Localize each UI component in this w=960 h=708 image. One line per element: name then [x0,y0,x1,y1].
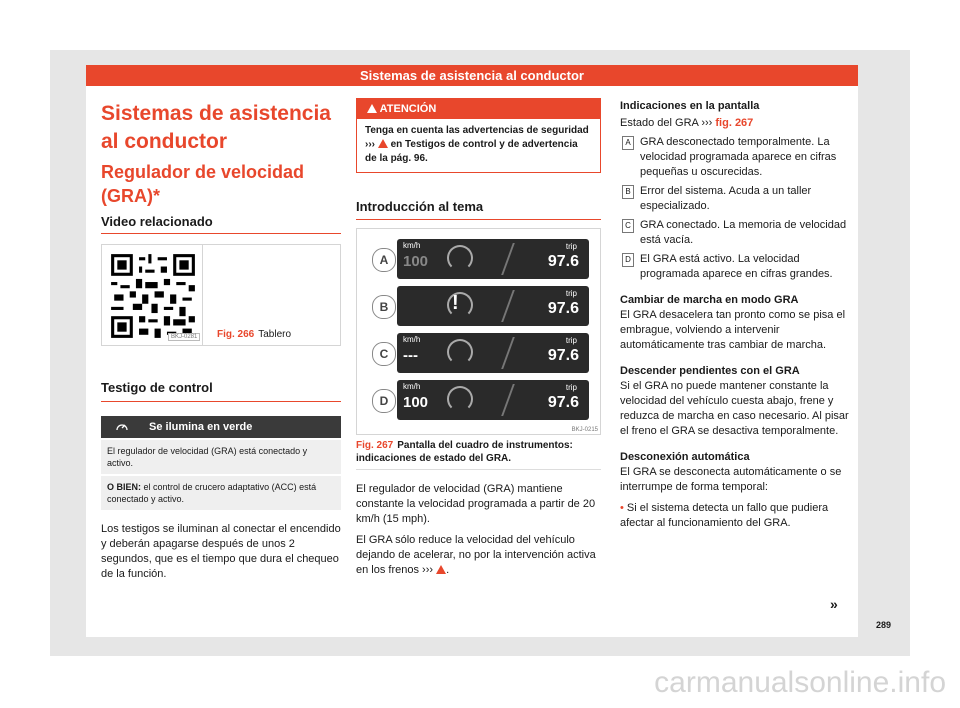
status-line [620,116,860,131]
lamp-row-text: el control de crucero adaptativo (ACC) está conectado y activo. [107,482,317,504]
cruise-gauge-icon [447,245,473,271]
bullet-item [620,501,860,531]
instrument-cluster [397,286,589,326]
lamp-table [101,416,341,510]
cluster-label: D [372,389,396,413]
warning-box [356,98,601,173]
watermark: carmanualsonline.info [654,666,946,699]
status-item [620,135,860,180]
column-2 [356,90,601,578]
paragraph: El GRA se desconecta automáticamente o se interrumpe de forma temporal: [620,466,842,493]
instrument-cluster [397,239,589,279]
lamp-header-label: Se ilumina en verde [149,421,253,433]
gear-heading: Cambiar de marcha en modo GRA [620,294,799,306]
instrument-cluster [397,380,589,420]
item-text: GRA desconectado temporalmente. La velocidad programada aparece en cifras pequeñas u oscurecidas. [640,136,837,178]
column-1 [101,90,341,582]
trip-value: 97.6 [547,300,579,317]
trip-label: trip [565,289,577,298]
trip-label: trip [565,383,577,392]
figure-caption-text: Pantalla del cuadro de instrumentos: indicaciones de estado del GRA. [356,440,573,464]
cluster-speed: 100 [403,253,429,270]
lamp-row-prefix: O BIEN: [107,482,142,492]
status-item [620,218,860,248]
display-heading: Indicaciones en la pantalla [620,100,760,112]
column-3 [620,90,860,531]
figure-caption-text: Tablero [258,329,292,340]
paragraph: Los testigos se iluminan al conectar el encendido y deberán apagarse después de unos 2 segundos, que es el tiempo que dura el chequeo de la función. [101,523,341,580]
item-letter: B [622,185,634,199]
cluster-unit: km/h [403,335,421,344]
lamp-table-header [101,416,341,438]
slope-heading: Descender pendientes con el GRA [620,365,800,377]
cluster-speed: --- [403,347,418,364]
cluster-unit: km/h [403,382,421,391]
figure-divider [202,245,203,345]
warning-label: ATENCIÓN [379,103,437,115]
figure-link[interactable]: fig. 267 [715,117,754,129]
warning-text-b: en Testigos de control y de advertencia de la pág. 96. [365,139,578,164]
figure-number: Fig. 266 [217,329,255,340]
trip-value: 97.6 [547,394,579,411]
item-letter: D [622,253,634,267]
paragraph-text: El GRA sólo reduce la velocidad del vehículo dejando de acelerar, no por la intervención activa en los frenos ››› [356,534,596,576]
paragraph: El GRA desacelera tan pronto como se pisa el embrague, volviendo a intervenir automáticamente tras cambiar de marcha. [620,309,846,351]
lamp-heading: Testigo de control [101,380,341,402]
section-title: Regulador de velocidad (GRA)* [101,162,305,206]
trip-value: 97.6 [547,347,579,364]
cluster-unit: km/h [403,241,421,250]
cluster-divider [501,337,515,369]
continue-icon: » [830,596,838,612]
figure-caption [217,329,291,340]
warning-triangle-icon [367,104,377,113]
cluster-divider [501,290,515,322]
paragraph: El GRA sólo reduce la velocidad del vehículo dejando de acelerar, no por la intervención activa en los frenos ››› . [356,534,596,576]
cluster-divider [501,243,515,275]
running-header: Sistemas de asistencia al conductor [86,65,858,86]
video-heading: Video relacionado [101,214,341,234]
trip-label: trip [565,242,577,251]
lamp-row: El regulador de velocidad (GRA) está conectado y activo. [101,440,341,474]
status-text: Estado del GRA ››› [620,117,713,129]
warning-text-a: Tenga en cuenta las advertencias de seguridad ››› [365,125,589,150]
warning-triangle-icon[interactable] [378,139,388,148]
status-item [620,184,860,214]
warning-text [357,119,600,172]
instrument-cluster [397,333,589,373]
figure-caption [356,439,601,470]
paragraph: Si el GRA no puede mantener constante la velocidad del vehículo cuesta abajo, frene y reduzca de marcha en caso necesario. Al pisar el freno el GRA se desactiva temporalmente. [620,380,849,437]
status-item [620,252,860,282]
cluster-label: C [372,342,396,366]
bullet-icon: • [620,502,624,514]
figure-267 [356,228,601,435]
cluster-label: A [372,248,396,272]
error-indicator: ! [452,292,459,314]
figure-code: BKJ-0281 [168,333,200,341]
item-text: El GRA está activo. La velocidad programada aparece en cifras grandes. [640,253,833,280]
trip-label: trip [565,336,577,345]
cruise-gauge-icon [447,339,473,365]
trip-value: 97.6 [547,253,579,270]
cruise-gauge-icon [447,386,473,412]
figure-code: BKJ-0215 [571,427,598,433]
figure-number: Fig. 267 [356,440,394,451]
item-letter: A [622,136,634,150]
lamp-row [101,476,341,510]
bullet-text: Si el sistema detecta un fallo que pudiera afectar al funcionamiento del GRA. [620,502,829,529]
auto-heading: Desconexión automática [620,451,750,463]
intro-heading: Introducción al tema [356,199,601,220]
figure-266 [101,244,341,346]
item-text: GRA conectado. La memoria de velocidad está vacía. [640,219,847,246]
item-letter: C [622,219,634,233]
page-title: Sistemas de asistencia al conductor [101,102,331,153]
cluster-label: B [372,295,396,319]
item-text: Error del sistema. Acuda a un taller especializado. [640,185,812,212]
cluster-speed: 100 [403,394,429,411]
warning-header [357,99,600,119]
paragraph: El regulador de velocidad (GRA) mantiene constante la velocidad programada a partir de 20 km/h (15 mph). [356,483,596,525]
cluster-divider [501,384,515,416]
warning-triangle-icon[interactable] [436,565,446,574]
page-number: 289 [876,620,892,630]
speedometer-icon [115,420,129,434]
qr-code-icon[interactable] [108,251,198,341]
cruise-gauge-icon [447,292,473,318]
